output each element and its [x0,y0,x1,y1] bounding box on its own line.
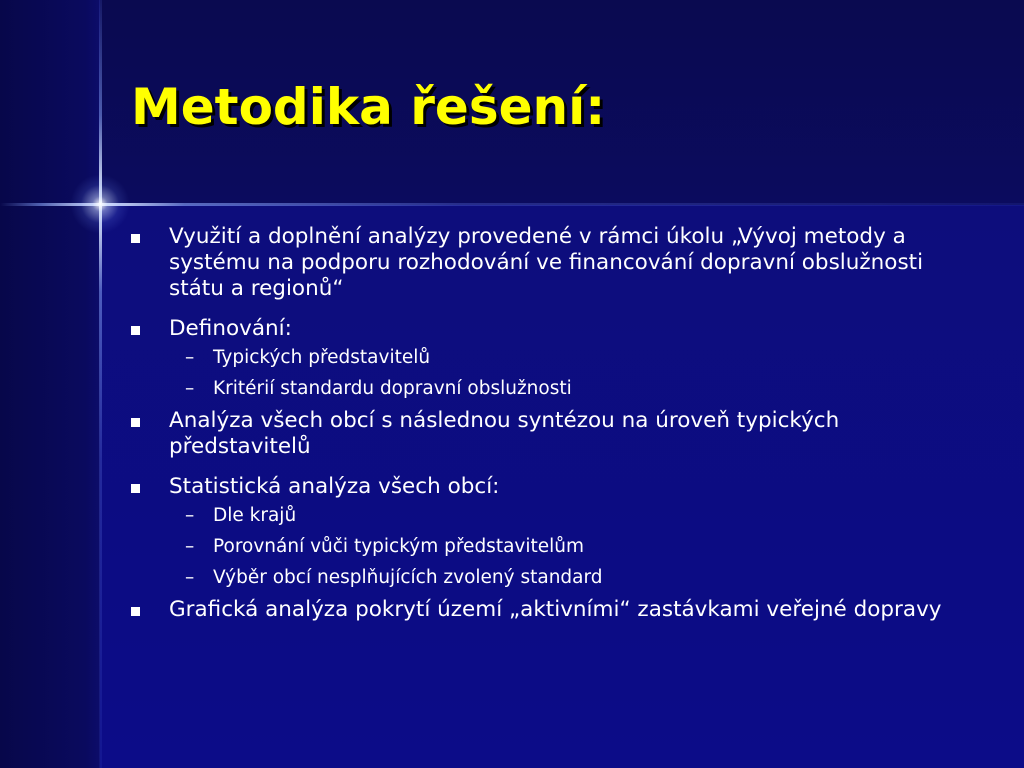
sub-item-text: Porovnání vůči typickým představitelům [213,536,585,557]
dash-marker: – [185,347,195,368]
dash-marker: – [185,378,195,399]
bullet-item-5 [131,597,961,623]
square-bullet-icon [131,326,140,335]
bullet-text: Definování: [169,316,292,341]
sub-list [169,346,961,400]
bullet-item-4 [131,474,961,589]
square-bullet-icon [131,607,140,616]
sub-item-text: Výběr obcí nesplňujících zvolený standard [213,567,603,588]
slide-left-band [0,0,100,768]
bullet-item-1 [131,224,961,302]
sub-item [169,346,961,369]
bullet-text: Analýza všech obcí s následnou syntézou na úroveň typických představitelů [169,408,840,459]
sub-item [169,535,961,558]
sub-item [169,566,961,589]
bullet-text: Grafická analýza pokrytí území „aktivními“ zastávkami veřejné dopravy [169,597,942,622]
square-bullet-icon [131,484,140,493]
bullet-item-3 [131,408,961,460]
sub-item [169,377,961,400]
square-bullet-icon [131,418,140,427]
bullet-item-2 [131,316,961,400]
dash-marker: – [185,536,195,557]
star-sparkle-icon [70,174,130,234]
horizontal-glow-line [0,203,1024,206]
dash-marker: – [185,567,195,588]
sub-list [169,504,961,589]
bullet-text: Využití a doplnění analýzy provedené v rámci úkolu „Vývoj metody a systému na podporu rozhodování ve financování dopravní obslužnosti státu a regionů“ [169,224,924,301]
dash-marker: – [185,505,195,526]
square-bullet-icon [131,234,140,243]
sub-item-text: Dle krajů [213,505,297,526]
vertical-glow-line [99,0,102,768]
sub-item-text: Typických představitelů [213,347,431,368]
sub-item-text: Kritérií standardu dopravní obslužnosti [213,378,572,399]
sub-item [169,504,961,527]
bullet-list [131,224,961,637]
slide-title: Metodika řešení: [131,78,606,136]
bullet-text: Statistická analýza všech obcí: [169,474,500,499]
